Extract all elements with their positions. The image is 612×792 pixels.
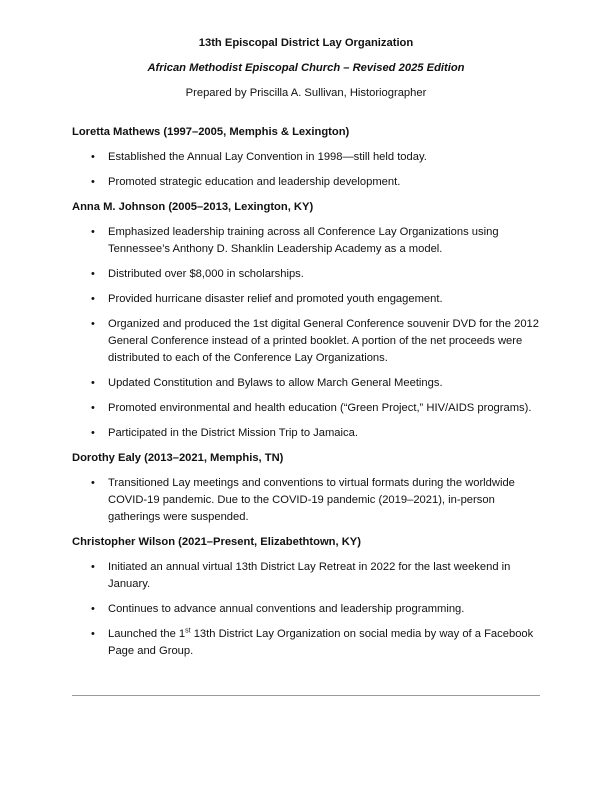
list-item (72, 626, 542, 660)
prepared-by-line: Prepared by Priscilla A. Sullivan, Historiographer (185, 87, 427, 99)
bullet-icon: • (91, 268, 95, 280)
list-item: • Transitioned Lay meetings and conventions to virtual formats during the worldwide COVID-19 pandemic. Due to the COVID-19 pandemic (2019–2021), in-person gatherings were suspended. (91, 477, 515, 523)
list-item: • Emphasized leadership training across all Conference Lay Organizations using Tennessee’s Anthony D. Shanklin Leadership Academy as a model. (91, 226, 499, 255)
section-heading-christopher-wilson: Christopher Wilson (2021–Present, Elizabethtown, KY) (72, 536, 361, 548)
section-heading-anna-johnson: Anna M. Johnson (2005–2013, Lexington, KY) (72, 201, 314, 213)
list-item: • Distributed over $8,000 in scholarships. (72, 266, 542, 283)
bullet-icon: • (91, 318, 95, 330)
section-heading-dorothy-ealy: Dorothy Ealy (2013–2021, Memphis, TN) (72, 452, 284, 464)
document-title: 13th Episcopal District Lay Organization (198, 37, 414, 49)
bullet-icon: • (91, 176, 95, 188)
footer-divider (72, 695, 540, 696)
document-subtitle: African Methodist Episcopal Church – Revised 2025 Edition (147, 62, 465, 74)
list-item: • Promoted environmental and health education (“Green Project,” HIV/AIDS programs). (72, 400, 542, 417)
bullet-icon: • (91, 151, 95, 163)
list-item: • Initiated an annual virtual 13th District Lay Retreat in 2022 for the last weekend in January. (91, 561, 511, 590)
section-list-dorothy-ealy (72, 475, 542, 526)
bullet-icon: • (91, 603, 95, 615)
section-list-anna-johnson (72, 224, 542, 442)
list-item: • Organized and produced the 1st digital General Conference souvenir DVD for the 2012 General Conference instead of a printed booklet. A portion of the net proceeds were distributed to each of the Conference Lay Organizations. (91, 318, 539, 364)
ordinal-suffix: st (185, 627, 191, 635)
list-item: • Established the Annual Lay Convention in 1998—still held today. (72, 149, 542, 166)
list-item: • Updated Constitution and Bylaws to allow March General Meetings. (72, 375, 542, 392)
bullet-icon: • (91, 377, 95, 389)
bullet-icon: • (91, 402, 95, 414)
bullet-icon: • (91, 427, 95, 439)
list-item: • Continues to advance annual conventions and leadership programming. (72, 601, 542, 618)
social-media-item-text: Launched the 1st 13th District Lay Organization on social media by way of a Facebook Page and Group. (108, 627, 534, 657)
section-list-loretta-mathews (72, 149, 542, 191)
bullet-icon: • (91, 561, 95, 573)
bullet-icon: • (91, 628, 95, 640)
list-item: • Promoted strategic education and leadership development. (72, 174, 542, 191)
list-item: • Participated in the District Mission Trip to Jamaica. (72, 425, 542, 442)
bullet-icon: • (91, 293, 95, 305)
bullet-icon: • (91, 477, 95, 489)
section-list-christopher-wilson (72, 559, 542, 660)
list-item: • Provided hurricane disaster relief and promoted youth engagement. (72, 291, 542, 308)
history-content (72, 124, 542, 668)
bullet-icon: • (91, 226, 95, 238)
section-heading-loretta-mathews: Loretta Mathews (1997–2005, Memphis & Lexington) (72, 126, 350, 138)
